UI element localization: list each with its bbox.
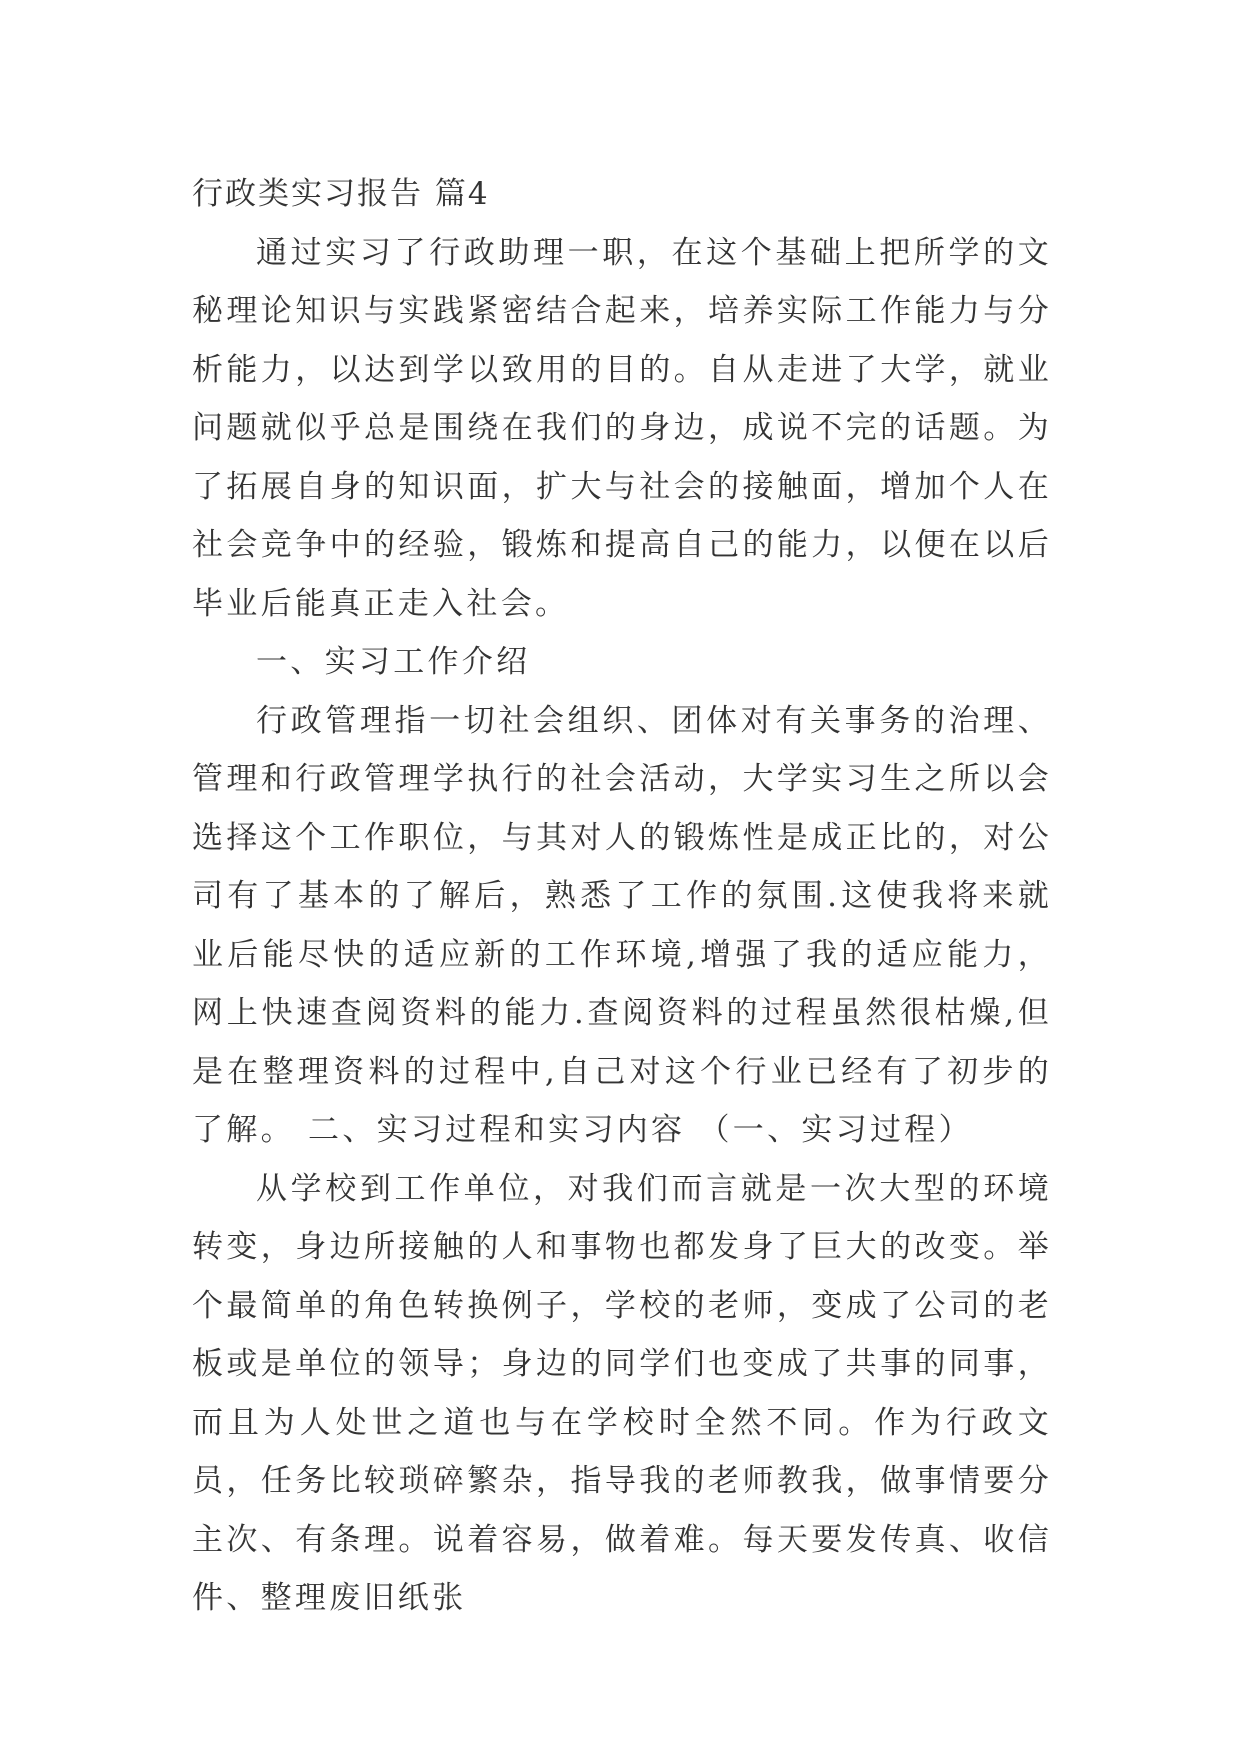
document-title: 行政类实习报告 篇4 — [192, 176, 490, 212]
paragraph-school-to-work: 从学校到工作单位，对我们而言就是一次大型的环境转变，身边所接触的人和事物也都发身了巨大的改变。举个最简单的角色转换例子，学校的老师，变成了公司的老板或是单位的领导；身边的同学们也变成了共事的同事，而且为人处世之道也与在学校时全然不同。作为行政文员，任务比较琐碎繁杂，指导我的老师教我，做事情要分主次、有条理。说着容易，做着难。每天要发传真、收信件、整理废旧纸张 — [192, 1170, 1052, 1616]
paragraph-intro: 通过实习了行政助理一职，在这个基础上把所学的文秘理论知识与实践紧密结合起来，培养实际工作能力与分析能力，以达到学以致用的目的。自从走进了大学，就业问题就似乎总是围绕在我们的身边，成说不完的话题。为了拓展自身的知识面，扩大与社会的接触面，增加个人在社会竞争中的经验，锻炼和提高自己的能力，以便在以后毕业后能真正走入社会。 — [192, 234, 1052, 622]
paragraph-admin-management: 行政管理指一切社会组织、团体对有关事务的治理、管理和行政管理学执行的社会活动，大学实习生之所以会选择这个工作职位，与其对人的锻炼性是成正比的，对公司有了基本的了解后，熟悉了工作的氛围.这使我将来就业后能尽快的适应新的工作环境,增强了我的适应能力，网上快速查阅资料的能力.查阅资料的过程虽然很枯燥,但是在整理资料的过程中,自己对这个行业已经有了初步的了解。 二、实习过程和实习内容 （一、实习过程） — [192, 702, 1052, 1148]
document-body — [192, 165, 1052, 1628]
section-heading-internship-intro: 一、实习工作介绍 — [256, 644, 531, 680]
